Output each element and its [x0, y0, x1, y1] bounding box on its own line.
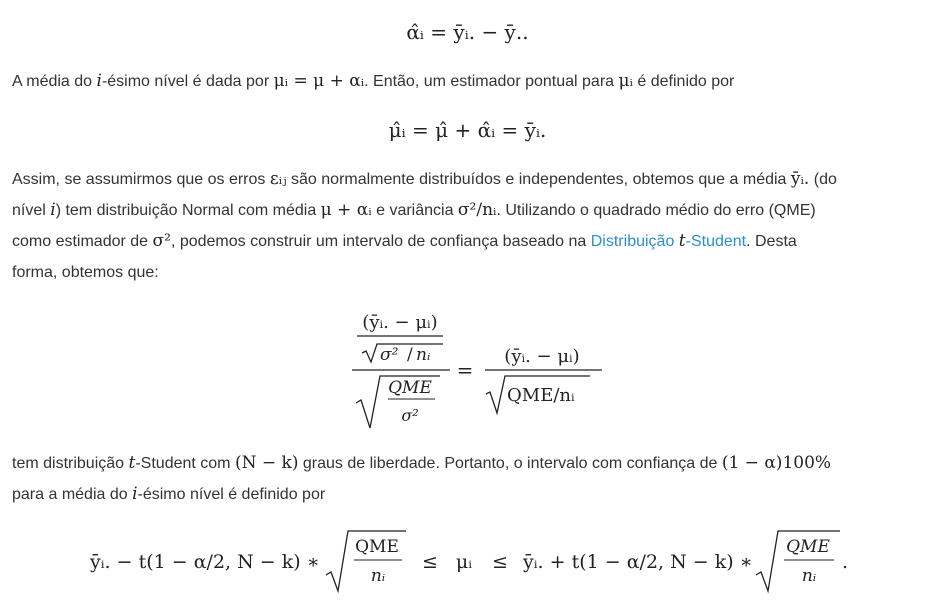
text: A média do	[12, 73, 97, 90]
text: para a média do	[12, 486, 133, 503]
text: graus de liberdade. Portanto, o intervalo com confiança de	[298, 455, 722, 472]
text: -Student com	[135, 455, 235, 472]
line	[12, 195, 922, 226]
inner-sqrt-sign	[362, 344, 443, 362]
math-variance: σ²/nᵢ	[457, 200, 497, 220]
paragraph-conclusion	[12, 448, 922, 510]
upper-bound-expression: ȳᵢ. + t(1 − α/2, N − k) ∗	[523, 551, 753, 573]
math-t: t	[128, 453, 136, 473]
equation-alpha-hat-text: α̂ᵢ = ȳᵢ. − ȳ..	[406, 20, 529, 44]
qme-lower: QME	[355, 537, 399, 557]
n-i-upper: nᵢ	[801, 566, 817, 586]
paragraph-assumptions	[12, 164, 922, 288]
text: nível	[12, 202, 51, 219]
text: tem distribuição	[12, 455, 129, 472]
math-mean: μ + αᵢ	[320, 200, 372, 220]
text: é definido por	[632, 73, 735, 90]
mu-i: μᵢ	[455, 551, 473, 573]
equals-sign: =	[456, 358, 474, 382]
sigma-squared: σ²	[380, 345, 399, 365]
sigma-squared-denominator: σ²	[401, 406, 419, 425]
qme-over-n: QME/nᵢ	[507, 385, 575, 406]
less-equal-2: ≤	[492, 551, 508, 573]
text: (do	[809, 171, 837, 188]
text: e variância	[371, 202, 458, 219]
equation-alpha-hat	[0, 20, 935, 44]
right-numerator: (ȳᵢ. − μᵢ)	[504, 346, 580, 367]
text: . Então, um estimador pontual para	[364, 73, 619, 90]
t-student-distribution-link[interactable]	[591, 233, 746, 250]
text: -ésimo nível é definido por	[137, 486, 326, 503]
math-mu-i-def: μᵢ = μ + αᵢ	[273, 71, 365, 91]
line	[12, 164, 922, 195]
line	[12, 226, 922, 257]
text: Assim, se assumirmos que os erros	[12, 171, 270, 188]
equation-mu-hat	[0, 118, 935, 142]
lower-bound-expression: ȳᵢ. − t(1 − α/2, N − k) ∗	[90, 551, 320, 573]
text: como estimador de	[12, 233, 153, 250]
math-ybar-i: ȳᵢ.	[790, 169, 810, 189]
text: ) tem distribuição Normal com média	[55, 202, 321, 219]
math-sigma2: σ²	[152, 231, 171, 251]
math-i: i	[96, 71, 102, 91]
text: . Desta	[746, 233, 797, 250]
qme-italic: QME	[388, 378, 432, 398]
text: , podemos construir um intervalo de confiança baseado na	[170, 233, 591, 250]
slash: /	[407, 345, 413, 365]
n-i-lower: nᵢ	[370, 566, 386, 586]
math-degrees-freedom: (N − k)	[234, 453, 299, 473]
math-epsilon-ij: εᵢⱼ	[269, 169, 287, 189]
link-text-t: t	[678, 231, 686, 251]
equation-confidence-interval	[90, 525, 860, 600]
text: -ésimo nível é dada por	[101, 73, 274, 90]
link-text: Distribuição	[590, 233, 679, 250]
qme-upper: QME	[786, 537, 830, 557]
n-i: nᵢ	[416, 345, 431, 365]
equation-mu-hat-text: μ̂ᵢ = μ̂ + α̂ᵢ = ȳᵢ.	[388, 118, 547, 142]
math-i: i	[50, 200, 56, 220]
text: são normalmente distribuídos e independentes, obtemos que a média	[286, 171, 791, 188]
text: . Utilizando o quadrado médio do erro (QME)	[496, 202, 816, 219]
math-mu-i: μᵢ	[618, 71, 633, 91]
equation-t-statistic	[340, 300, 610, 435]
link-text: -Student	[685, 233, 747, 250]
paragraph-mean-definition	[12, 66, 922, 97]
fraction-numerator: (ȳᵢ. − μᵢ)	[362, 312, 438, 333]
line	[12, 479, 922, 510]
final-period: .	[842, 551, 849, 573]
less-equal-1: ≤	[422, 551, 438, 573]
line	[12, 257, 922, 288]
line	[12, 448, 922, 479]
math-i: i	[132, 484, 138, 504]
text: forma, obtemos que:	[12, 264, 159, 281]
math-confidence-level: (1 − α)100%	[721, 453, 832, 473]
